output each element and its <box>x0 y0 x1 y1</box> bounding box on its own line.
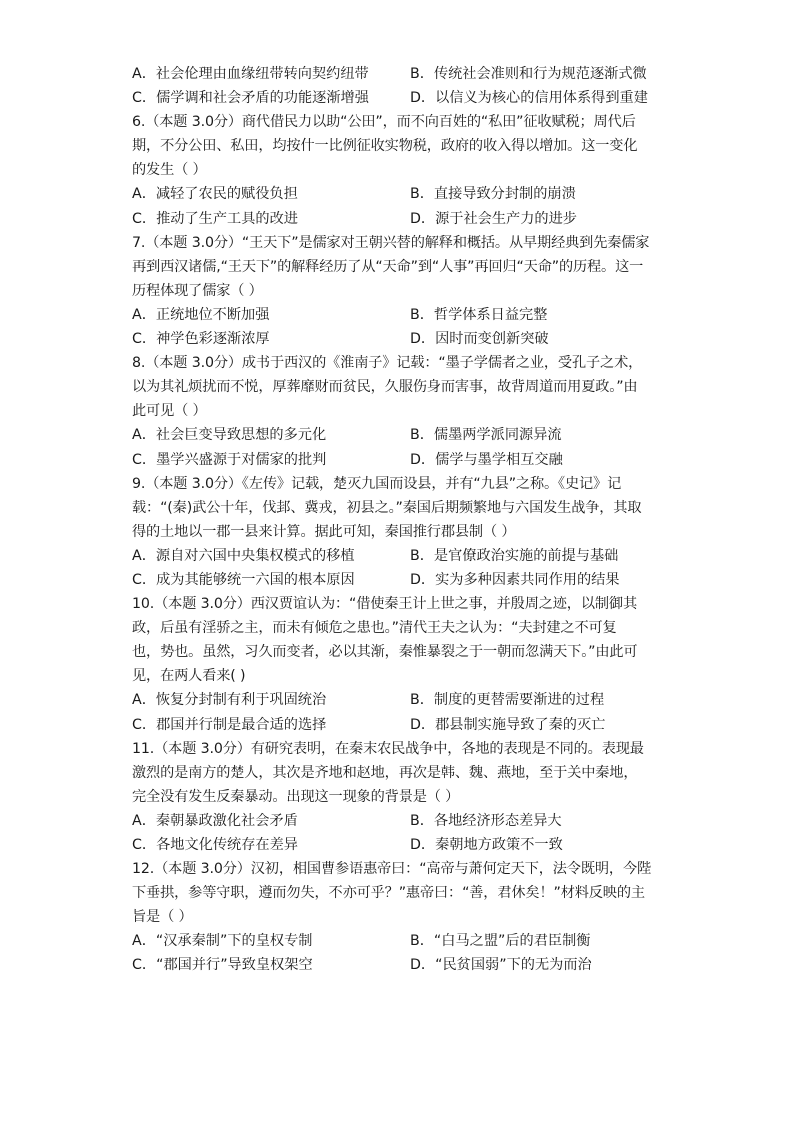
option-a: A．社会巨变导致思想的多元化 <box>132 427 327 444</box>
question-6-stem: 6.（本题 3.0分）商代借民力以助“公田”，而不向百姓的“私田”征收赋税；周代后 <box>132 114 636 131</box>
option-row <box>132 423 672 447</box>
option-row <box>132 929 672 953</box>
option-d: D．郡县制实施导致了秦的灭亡 <box>410 716 606 733</box>
option-a: A．恢复分封制有利于巩固统治 <box>132 692 327 709</box>
option-row <box>132 713 672 737</box>
option-row <box>132 86 672 110</box>
option-d: D．源于社会生产力的进步 <box>410 210 577 227</box>
option-b: B．直接导致分封制的崩溃 <box>410 186 576 203</box>
question-7-stem: 7.（本题 3.0分）“王天下”是儒家对王朝兴替的解释和概括。从早期经典到先秦儒家 <box>132 234 650 251</box>
question-12-stem: 12.（本题 3.0分）汉初，相国曹参语惠帝曰：“高帝与萧何定天下，法令既明，今陛 <box>132 861 652 878</box>
question-list <box>132 62 672 978</box>
option-c: C．儒学调和社会矛盾的功能逐渐增强 <box>132 90 369 107</box>
question-10-stem: 见，在两人看来( ) <box>132 668 246 685</box>
question-7-stem: 历程体现了儒家（ ） <box>132 282 263 299</box>
question-12-stem: 旨是（ ） <box>132 909 193 926</box>
question-7-stem: 再到西汉诸儒,“王天下”的解释经历了从“天命”到“人事”再回归“天命”的历程。这一 <box>132 258 644 275</box>
option-b: B．传统社会准则和行为规范逐渐式微 <box>410 66 647 82</box>
option-c: C．成为其能够统一六国的根本原因 <box>132 571 355 588</box>
option-d: D．实为多种因素共同作用的结果 <box>410 571 620 588</box>
option-d: D．秦朝地方政策不一致 <box>410 837 563 853</box>
option-c: C．神学色彩逐渐浓厚 <box>132 331 270 348</box>
question-8-stem: 以为其礼烦扰而不悦，厚葬靡财而贫民，久服伤身而害事，故背周道而用夏政。”由 <box>132 379 638 396</box>
option-b: B．“白马之盟”后的君臣制衡 <box>410 933 591 950</box>
question-11-stem: 完全没有发生反秦暴动。出现这一现象的背景是（ ） <box>132 788 460 805</box>
option-row <box>132 62 672 86</box>
option-row <box>132 688 672 712</box>
option-c: C．各地文化传统存在差异 <box>132 837 298 853</box>
option-row <box>132 809 672 833</box>
option-row <box>132 327 672 351</box>
option-c: C．墨学兴盛源于对儒家的批判 <box>132 451 327 468</box>
question-9-stem: 得的土地以一郡一县来计算。据此可知，秦国推行郡县制（ ） <box>132 523 516 540</box>
question-10-stem: 也，势也。虽然，习久而变者，必以其渐，秦惟暴裂之于一朝而忽满天下。”由此可 <box>132 644 638 661</box>
option-row <box>132 303 672 327</box>
question-9-stem: 载：“(秦)武公十年，伐邽、冀戎，初县之。”秦国后期频繁地与六国发生战争，其取 <box>132 499 642 516</box>
question-10-stem: 10.（本题 3.0分）西汉贾谊认为：“借使秦王计上世之事，并殷周之迹，以制御其 <box>132 596 637 613</box>
option-d: D．儒学与墨学相互交融 <box>410 451 563 468</box>
question-10-stem: 政，后虽有淫骄之主，而未有倾危之患也。”清代王夫之认为：“夫封建之不可复 <box>132 620 617 637</box>
option-c: C．“郡国并行”导致皇权架空 <box>132 957 313 974</box>
option-row <box>132 953 672 977</box>
question-11-stem: 11.（本题 3.0分）有研究表明，在秦末农民战争中，各地的表现是不同的。表现最 <box>132 740 644 757</box>
option-d: D．“民贫国弱”下的无为而治 <box>410 957 592 974</box>
option-b: B．儒墨两学派同源异流 <box>410 427 562 444</box>
question-11-stem: 激烈的是南方的楚人，其次是齐地和赵地，再次是韩、魏、燕地，至于关中秦地， <box>132 764 638 781</box>
option-a: A．正统地位不断加强 <box>132 306 270 323</box>
option-b: B．是官僚政治实施的前提与基础 <box>410 547 619 564</box>
question-8-stem: 此可见（ ） <box>132 403 207 420</box>
question-12-stem: 下垂拱，参等守职，遵而勿失，不亦可乎？”惠帝曰：“善，君休矣！”材料反映的主 <box>132 885 645 902</box>
option-row <box>132 448 672 472</box>
option-a: A．秦朝暴政激化社会矛盾 <box>132 812 298 829</box>
option-a: A．社会伦理由血缘纽带转向契约纽带 <box>132 66 369 82</box>
option-b: B．哲学体系日益完整 <box>410 306 548 323</box>
question-6-stem: 的发生（ ） <box>132 162 207 179</box>
option-b: B．各地经济形态差异大 <box>410 812 562 829</box>
option-a: A．源自对六国中央集权模式的移植 <box>132 547 355 564</box>
question-9-stem: 9.（本题 3.0分）《左传》记载，楚灭九国而设县，并有“九县”之称。《史记》记 <box>132 475 622 492</box>
option-d: D．以信义为核心的信用体系得到重建 <box>410 90 648 107</box>
option-row <box>132 544 672 568</box>
option-b: B．制度的更替需要渐进的过程 <box>410 692 605 709</box>
question-8-stem: 8.（本题 3.0分）成书于西汉的《淮南子》记载：“墨子学儒者之业，受孔子之术， <box>132 355 643 372</box>
option-a: A．减轻了农民的赋役负担 <box>132 186 298 203</box>
option-row <box>132 207 672 231</box>
option-row <box>132 568 672 592</box>
option-row <box>132 833 672 857</box>
option-c: C．推动了生产工具的改进 <box>132 210 298 227</box>
question-6-stem: 期，不分公田、私田，均按什一比例征收实物税，政府的收入得以增加。这一变化 <box>132 138 638 155</box>
option-c: C．郡国并行制是最合适的选择 <box>132 716 327 733</box>
option-row <box>132 182 672 206</box>
option-d: D．因时而变创新突破 <box>410 331 549 348</box>
option-a: A．“汉承秦制”下的皇权专制 <box>132 933 313 950</box>
